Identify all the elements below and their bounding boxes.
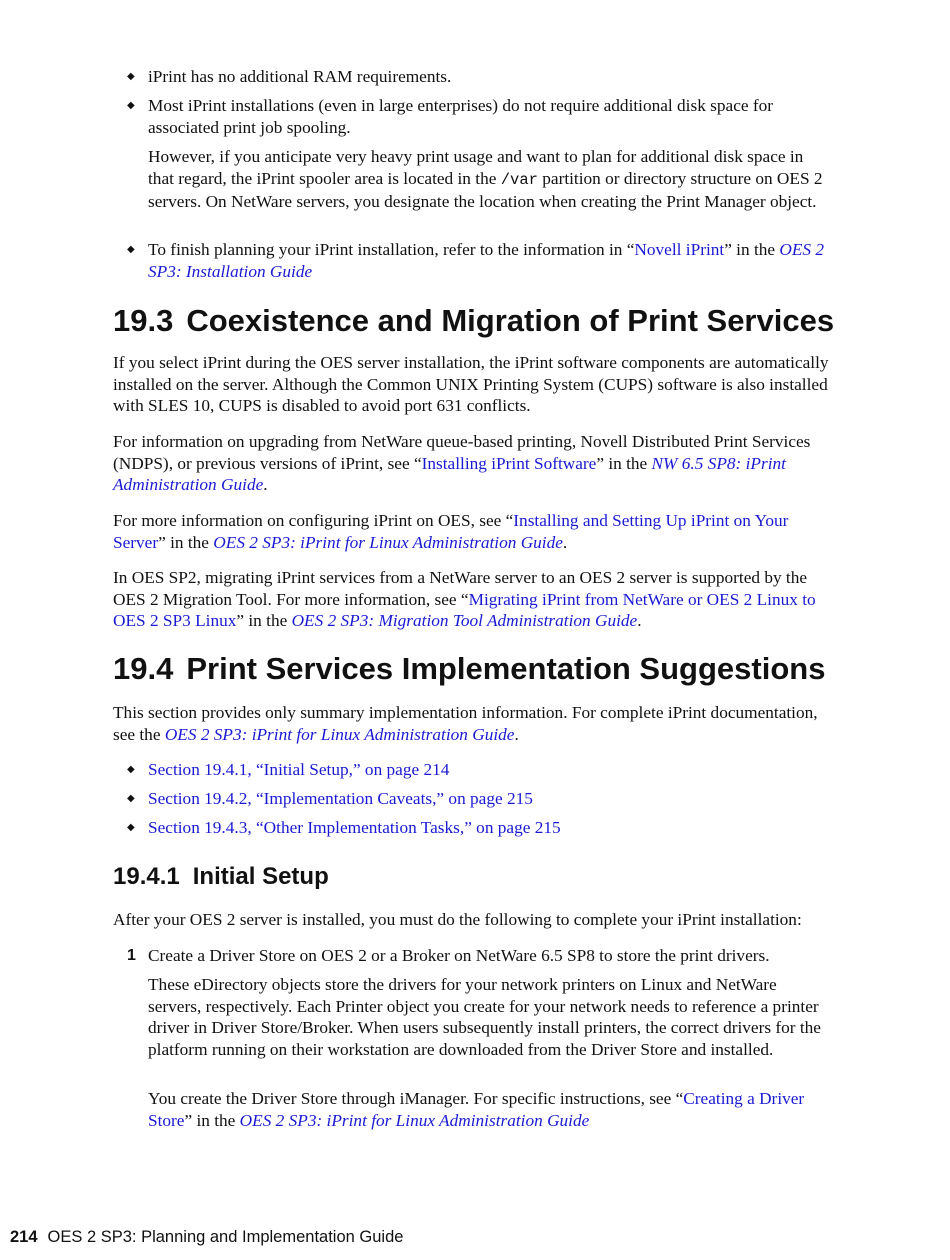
footer-title: OES 2 SP3: Planning and Implementation Guide <box>47 1228 404 1246</box>
toc-item <box>148 759 833 781</box>
step-1-text: Create a Driver Store on OES 2 or a Broker on NetWare 6.5 SP8 to store the print drivers. <box>148 946 770 965</box>
installation-guide-link[interactable]: OES 2 SP3: Installation Guide <box>148 240 825 281</box>
step-1-detail: These eDirectory objects store the drivers for your network printers on Linux and NetWare servers, respectively. Each Printer object you create for your network needs to reference a printer driver in Driver Store/Broker. When users subsequently install printers, the correct drivers for the platform running on their workstation are downloaded from the Driver Store and installed. <box>148 975 821 1059</box>
implementation-intro: This section provides only summary implementation information. For complete iPrint documentation, see the OES 2 SP3: iPrint for Linux Administration Guide. <box>113 703 818 744</box>
creating-driver-store-link[interactable]: Creating a Driver Store <box>148 1089 805 1130</box>
step-1-detail-2: You create the Driver Store through iManager. For specific instructions, see “Creating a Driver Store” in the OES 2 SP3: iPrint for Linux Administration Guide <box>148 1089 805 1130</box>
bullet-diamond-icon: ◆ <box>127 100 135 111</box>
iprint-linux-guide-link[interactable]: OES 2 SP3: iPrint for Linux Administration Guide <box>164 724 515 744</box>
migration-tool-guide-link[interactable]: OES 2 SP3: Migration Tool Administration Guide <box>291 611 638 630</box>
section-heading-19-3: 19.3 Coexistence and Migration of Print Services <box>113 303 835 338</box>
toc-item <box>148 788 833 810</box>
bullet-diamond-icon: ◆ <box>127 822 135 833</box>
migrating-iprint-link[interactable]: Migrating iPrint from NetWare or OES 2 Linux to OES 2 SP3 Linux <box>113 589 816 630</box>
configuring-paragraph: For more information on configuring iPrint on OES, see “Installing and Setting Up iPrint on Your Server” in the OES 2 SP3: iPrint for Linux Administration Guide. <box>113 511 789 552</box>
nw65-iprint-guide-link[interactable]: NW 6.5 SP8: iPrint Administration Guide <box>113 453 786 494</box>
bullet-diamond-icon: ◆ <box>127 244 135 255</box>
page-footer <box>10 1226 403 1248</box>
initial-setup-intro: After your OES 2 server is installed, you must do the following to complete your iPrint installation: <box>113 910 802 929</box>
bullet-diamond-icon: ◆ <box>127 793 135 804</box>
bullet-finish-planning: To finish planning your iPrint installation, refer to the information in “Novell iPrint” in the OES 2 SP3: Installation Guide <box>148 240 825 281</box>
initial-setup-link[interactable]: Section 19.4.1, “Initial Setup,” on page 214 <box>148 760 450 779</box>
spooler-paragraph: However, if you anticipate very heavy print usage and want to plan for additional disk space in that regard, the iPrint spooler area is located in the /var partition or directory structure on OES 2 servers. On NetWare servers, you designate the location when creating the Print Manager object. <box>148 147 823 211</box>
iprint-linux-guide-link[interactable]: OES 2 SP3: iPrint for Linux Administration Guide <box>213 532 563 552</box>
migration-paragraph: In OES SP2, migrating iPrint services from a NetWare server to an OES 2 server is supported by the OES 2 Migration Tool. For more information, see “Migrating iPrint from NetWare or OES 2 Linux to OES 2 SP3 Linux” in the OES 2 SP3: Migration Tool Administration Guide. <box>113 568 816 630</box>
page-number: 214 <box>10 1228 38 1246</box>
coexistence-paragraph: If you select iPrint during the OES server installation, the iPrint software components are automatically installed on the server. Although the Common UNIX Printing System (CUPS) software is also installed with SLES 10, CUPS is disabled to avoid port 631 conflicts. <box>113 353 829 415</box>
other-tasks-link[interactable]: Section 19.4.3, “Other Implementation Tasks,” on page 215 <box>148 818 561 837</box>
bullet-diamond-icon: ◆ <box>127 71 135 82</box>
bullet-disk-space: Most iPrint installations (even in large enterprises) do not require additional disk space for associated print job spooling. <box>148 96 774 137</box>
installing-iprint-software-link[interactable]: Installing iPrint Software <box>421 453 597 473</box>
iprint-linux-guide-link[interactable]: OES 2 SP3: iPrint for Linux Administration Guide <box>239 1110 590 1130</box>
novell-iprint-link[interactable]: Novell iPrint <box>634 240 725 259</box>
implementation-caveats-link[interactable]: Section 19.4.2, “Implementation Caveats,” on page 215 <box>148 789 533 808</box>
section-heading-19-4-1: 19.4.1 Initial Setup <box>113 863 329 890</box>
upgrade-paragraph: For information on upgrading from NetWare queue-based printing, Novell Distributed Print Services (NDPS), or previous versions of iPrint, see “Installing iPrint Software” in the NW 6.5 SP8: iPrint Administration Guide. <box>113 432 811 494</box>
section-heading-19-4: 19.4 Print Services Implementation Suggestions <box>113 651 826 686</box>
toc-item <box>148 817 833 839</box>
var-path-code: /var <box>500 170 538 189</box>
bullet-ram: iPrint has no additional RAM requirements. <box>148 67 452 86</box>
installing-setting-up-link[interactable]: Installing and Setting Up iPrint on Your Server <box>113 511 789 552</box>
bullet-diamond-icon: ◆ <box>127 764 135 775</box>
step-number: 1 <box>127 947 136 964</box>
